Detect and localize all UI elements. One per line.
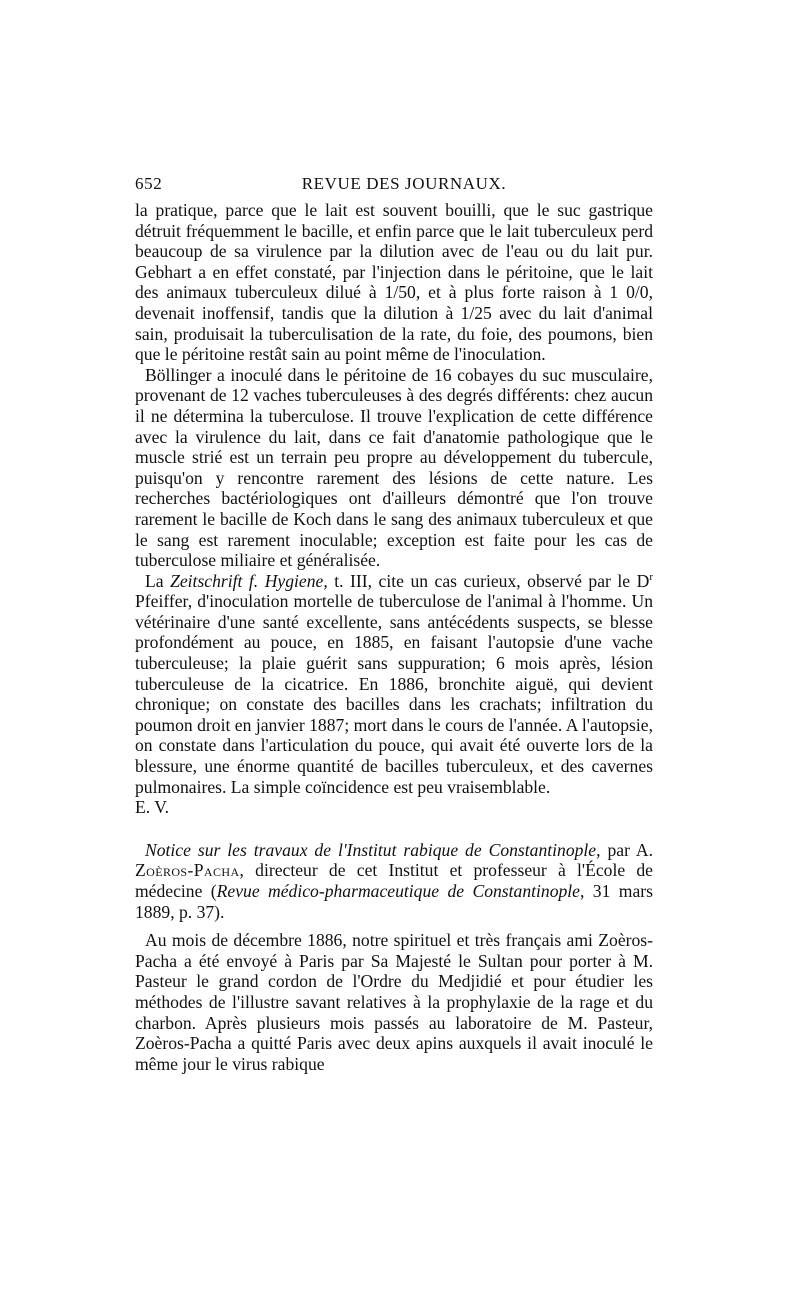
paragraph-continuation: la pratique, parce que le lait est souvent bouilli, que le suc gastrique détruit fréquemment le bacille, et enfin parce que le lait tuberculeux perd beaucoup de sa virulence par la dilution avec de l'eau ou du lait pur. Gebhart a en effet constaté, par l'injection dans le péritoine, que le lait des animaux tuberculeux dilué à 1/50, et à plus forte raison à 1 0/0, devenait inoffensif, tandis que la dilution à 1/25 avec du lait d'animal sain, produisait la tuberculisation de la rate, du foie, des poumons, bien que le péritoine restât sain au point même de l'inoculation. [135, 200, 653, 365]
document-page [135, 174, 653, 1074]
p3-ref: t. III, cite un cas curieux, observé par le D [334, 570, 650, 591]
page-number: 652 [135, 174, 163, 193]
notice-by: par A. [607, 839, 653, 860]
article-body [135, 200, 653, 818]
p3-body: Pfeiffer, d'inoculation mortelle de tuberculose de l'animal à l'homme. Un vétérinaire d'une santé excellente, sans antécédents suspects, se blesse profondément au pouce, en 1885, en faisant l'autopsie d'une vache tuberculeuse; la plaie guérit sans suppuration; 6 mois après, lésion tuberculeuse de la cicatrice. En 1886, bronchite aiguë, qui devient chronique; on constate des bacilles dans les crachats; infiltration du poumon droit en janvier 1887; mort dans le cours de l'année. A l'autopsie, on constate dans l'articulation du pouce, qui avait été ouverte lors de la blessure, une énorme quantité de bacilles tuberculeux, et des cavernes pulmonaires. La simple coïncidence est peu vraisemblable. [135, 591, 653, 797]
notice-body [135, 930, 653, 1074]
notice-source: Revue médico-pharmaceutique de Constantinople [216, 881, 580, 901]
notice-author: Zoèros-Pacha [135, 860, 240, 881]
signature: E. V. [135, 797, 170, 818]
p3-intro: La [145, 570, 164, 591]
running-title: REVUE DES JOURNAUX. [301, 174, 507, 193]
notice-title: Notice sur les travaux de l'Institut rabique de Constantinople, [145, 839, 601, 860]
page-header [135, 174, 653, 200]
notice-heading [135, 840, 653, 922]
paragraph-zoeros: Au mois de décembre 1886, notre spirituel et très français ami Zoèros-Pacha a été envoyé à Paris par Sa Majesté le Sultan pour porter à M. Pasteur le grand cordon de l'Ordre du Medjidié et pour étudier les méthodes de l'illustre savant relatives à la prophylaxie de la rage et du charbon. Après plusieurs mois passés au laboratoire de M. Pasteur, Zoèros-Pacha a quitté Paris avec deux apins auxquels il avait inoculé le même jour le virus rabique [135, 930, 653, 1074]
section-gap [135, 818, 653, 840]
notice-date: , 31 mars 1889, p. 37). [135, 881, 653, 922]
paragraph-bollinger: Böllinger a inoculé dans le péritoine de 16 cobayes du suc musculaire, provenant de 12 vaches tuberculeuses à des degrés différents: chez aucun il ne détermina la tuberculose. Il trouve l'explication de cette différence avec la virulence du lait, dans ce fait d'anatomie pathologique que le muscle strié est un terrain peu propre au développement du tubercule, puisqu'on y rencontre rarement des lésions de cette nature. Les recherches bactériologiques ont d'ailleurs démontré que l'on trouve rarement le bacille de Koch dans le sang des animaux tuberculeux et que le sang est rarement inoculable; exception est faite pour les cas de tuberculose miliaire et généralisée. [135, 364, 653, 571]
paragraph-zeitschrift [135, 571, 653, 798]
notice-role: , directeur de cet Institut et professeur à l'École de médecine ( [135, 860, 653, 901]
doctor-superscript: r [649, 570, 653, 583]
journal-title: Zeitschrift f. Hygiene, [170, 570, 328, 591]
